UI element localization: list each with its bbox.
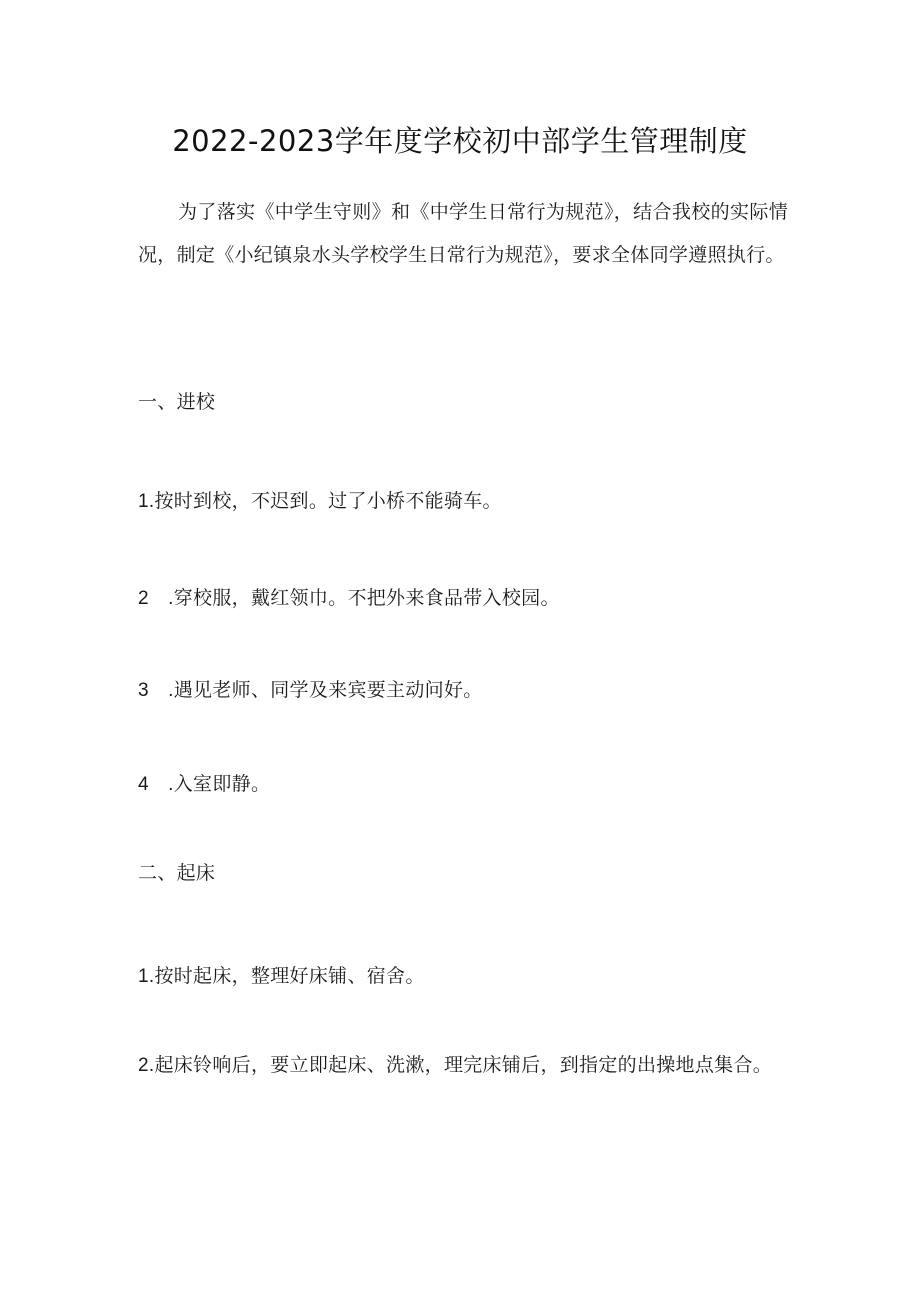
- list-item-text: 遇见老师、同学及来宾要主动问好。: [173, 679, 483, 701]
- list-item-text: 按时起床，整理好床铺、宿舍。: [154, 965, 425, 987]
- list-item-number: 4 .: [138, 774, 174, 795]
- list-item: [138, 577, 788, 620]
- list-item-text: 按时到校，不迟到。过了小桥不能骑车。: [154, 490, 502, 512]
- list-item-number: 2 .: [138, 588, 174, 609]
- list-item: [138, 669, 788, 712]
- list-item: [138, 1044, 788, 1087]
- list-item-number: 1.: [138, 966, 155, 987]
- list-item-text: 穿校服，戴红领巾。不把外来食品带入校园。: [173, 587, 560, 609]
- list-item-number: 3 .: [138, 680, 174, 701]
- list-item: [138, 763, 788, 806]
- section-heading-waking-up: 二、起床: [138, 862, 216, 884]
- list-item-text: 入室即静。: [173, 773, 271, 795]
- list-item-number: 2.: [138, 1055, 155, 1076]
- section-heading-entering-school: 一、进校: [138, 391, 216, 413]
- intro-paragraph: 为了落实《中学生守则》和《中学生日常行为规范》，结合我校的实际情况，制定《小纪镇泉水头学校学生日常行为规范》，要求全体同学遵照执行。: [138, 201, 788, 266]
- list-item-number: 1.: [138, 491, 155, 512]
- list-item: [138, 955, 788, 998]
- document-title: 2022-2023学年度学校初中部学生管理制度: [172, 124, 748, 158]
- list-item-text: 起床铃响后，要立即起床、洗漱，理完床铺后，到指定的出操地点集合。: [154, 1054, 773, 1076]
- list-item: [138, 480, 788, 523]
